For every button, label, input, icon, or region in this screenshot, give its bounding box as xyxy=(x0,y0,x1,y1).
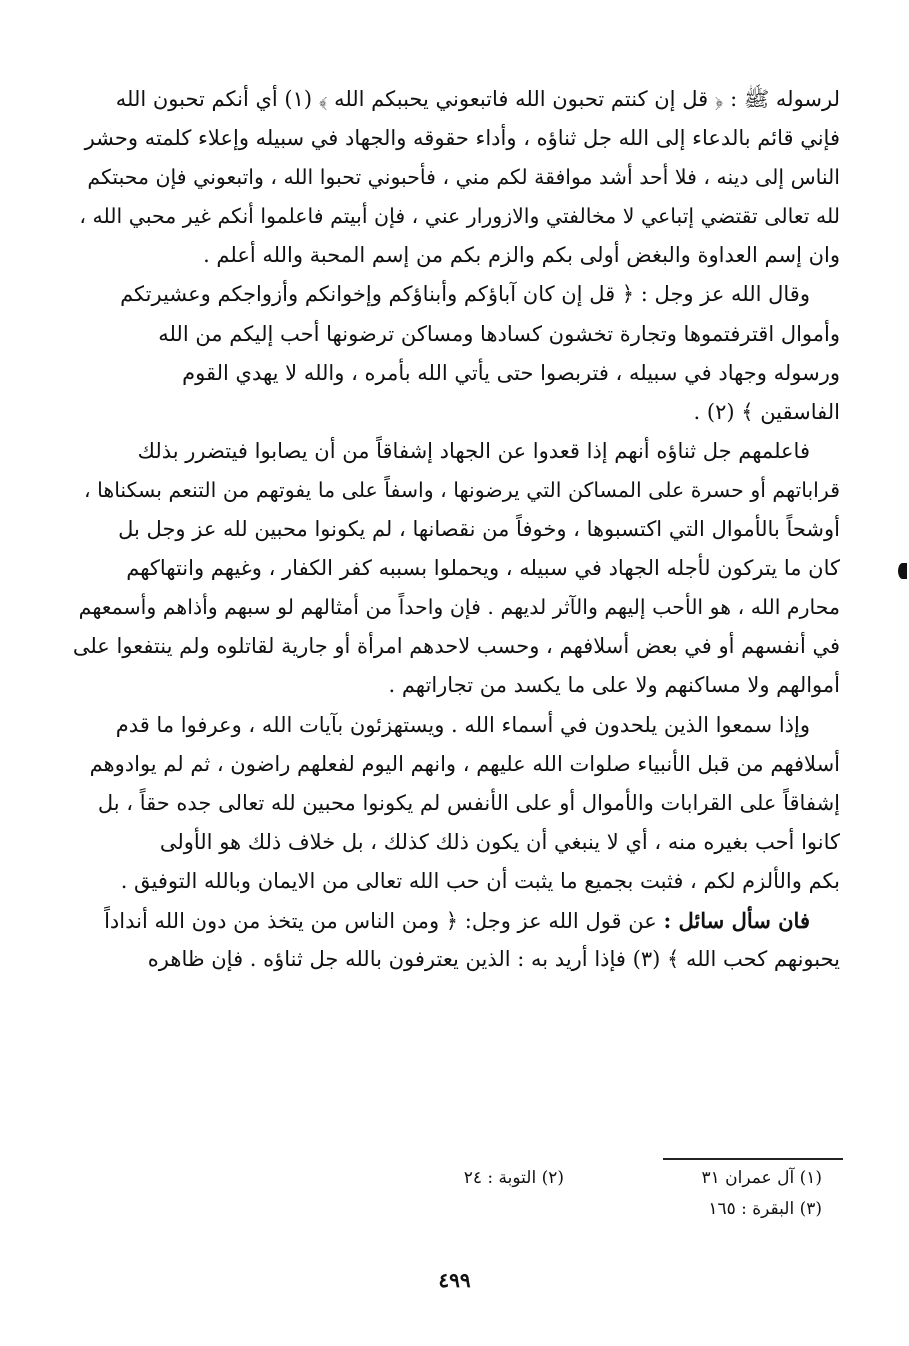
line-text: عن قول الله عز وجل: ﴿ ومن الناس من يتخذ من دون الله أنداداً xyxy=(104,908,664,933)
footnote-1: (١) آل عمران ٣١ xyxy=(701,1168,822,1188)
line-text: كانوا أحب بغيره منه ، أي لا ينبغي أن يكون ذلك كذلك ، بل خلاف ذلك هو الأولى xyxy=(159,829,840,854)
line-text: لله تعالى تقتضي إتباعي لا مخالفتي والازورار عني ، فإن أبيتم فاعلموا أنكم غير محبي الله ، xyxy=(79,204,840,229)
line-text: قراباتهم أو حسرة على المساكن التي يرضونها ، واسفاً على ما يفوتهم من التنعم بسكناها ، xyxy=(84,477,840,502)
text-line xyxy=(70,354,840,393)
line-text: الناس إلى دينه ، فلا أحد أشد موافقة لكم مني ، فأحبوني تحبوا الله ، واتبعوني فإن محبتكم xyxy=(87,165,840,190)
line-text: وان إسم العداوة والبغض أولى بكم والزم بكم من إسم المحبة والله أعلم . xyxy=(203,243,840,268)
line-text: إشفاقاً على القرابات والأموال أو على الأنفس لم يكونوا محبين لله تعالى جده حقاً ، بل xyxy=(97,790,840,815)
line-text: أوشحاً بالأموال التي اكتسبوها ، وخوفاً من نقصانها ، لم يكونوا محبين لله عز وجل بل xyxy=(118,517,840,542)
bold-lead-in: فان سأل سائل : xyxy=(663,907,810,933)
text-line xyxy=(70,901,840,940)
text-line xyxy=(70,510,840,549)
text-line xyxy=(70,549,840,588)
line-text: فإني قائم بالدعاء إلى الله جل ثناؤه ، وأداء حقوقه والجهاد في سبيله وإعلاء كلمته وحشر xyxy=(84,126,840,151)
line-text: وأموال اقترفتموها وتجارة تخشون كسادها ومساكن ترضونها أحب إليكم من الله xyxy=(158,321,840,346)
text-line xyxy=(70,666,840,705)
text-line xyxy=(70,80,840,119)
text-line xyxy=(70,823,840,862)
text-line xyxy=(70,940,840,979)
text-line xyxy=(70,588,840,627)
text-line xyxy=(70,236,840,275)
page-number: ٤٩٩ xyxy=(438,1268,471,1292)
line-text: في أنفسهم أو في بعض أسلافهم ، وحسب لاحدهم امرأة أو جارية لقاتلوه ولم ينتفعوا على xyxy=(72,634,840,659)
page-edge-mark xyxy=(898,563,907,579)
line-text: لرسوله ﷺ : ﴿ قل إن كنتم تحبون الله فاتبعوني يحببكم الله ﴾ (١) أي أنكم تحبون الله xyxy=(115,87,840,111)
text-line xyxy=(70,862,840,901)
text-line xyxy=(70,275,840,314)
text-line xyxy=(70,197,840,236)
line-text: يحبونهم كحب الله ﴾ (٣) فإذا أريد به : الذين يعترفون بالله جل ثناؤه . فإن ظاهره xyxy=(147,947,840,972)
text-line xyxy=(70,119,840,158)
footnote-separator xyxy=(663,1158,843,1160)
text-line xyxy=(70,393,840,432)
line-text: محارم الله ، هو الأحب إليهم والآثر لديهم . فإن واحداً من أمثالهم لو سبهم وأذاهم وأسمعهم xyxy=(78,595,840,620)
text-line xyxy=(70,432,840,471)
body-text xyxy=(70,80,840,979)
text-line xyxy=(70,471,840,510)
footnote-3: (٣) البقرة : ١٦٥ xyxy=(708,1199,822,1219)
line-text: بكم والألزم لكم ، فثبت بجميع ما يثبت أن حب الله تعالى من الايمان وبالله التوفيق . xyxy=(120,868,840,893)
line-text: فاعلمهم جل ثناؤه أنهم إذا قعدوا عن الجهاد إشفاقاً من أن يصابوا فيتضرر بذلك xyxy=(137,438,810,463)
line-text: أسلافهم من قبل الأنبياء صلوات الله عليهم ، وانهم اليوم لفعلهم راضون ، ثم لم يوادوهم xyxy=(89,751,840,776)
line-text: الفاسقين ﴾ (٢) . xyxy=(693,399,840,424)
line-text: وقال الله عز وجل : ﴿ قل إن كان آباؤكم وأبناؤكم وإخوانكم وأزواجكم وعشيرتكم xyxy=(120,282,810,307)
line-text: ورسوله وجهاد في سبيله ، فتربصوا حتى يأتي الله بأمره ، والله لا يهدي القوم xyxy=(182,360,840,385)
footnote-2: (٢) التوبة : ٢٤ xyxy=(463,1168,564,1188)
text-line xyxy=(70,158,840,197)
text-line xyxy=(70,706,840,745)
text-line xyxy=(70,745,840,784)
line-text: أموالهم ولا مساكنهم ولا على ما يكسد من تجاراتهم . xyxy=(388,673,840,698)
line-text: وإذا سمعوا الذين يلحدون في أسماء الله . ويستهزئون بآيات الله ، وعرفوا ما قدم xyxy=(115,712,810,737)
text-line xyxy=(70,627,840,666)
text-line xyxy=(70,784,840,823)
text-line xyxy=(70,315,840,354)
line-text: كان ما يتركون لأجله الجهاد في سبيله ، ويحملوا بسببه كفر الكفار ، وغيهم وانتهاكهم xyxy=(126,556,840,581)
